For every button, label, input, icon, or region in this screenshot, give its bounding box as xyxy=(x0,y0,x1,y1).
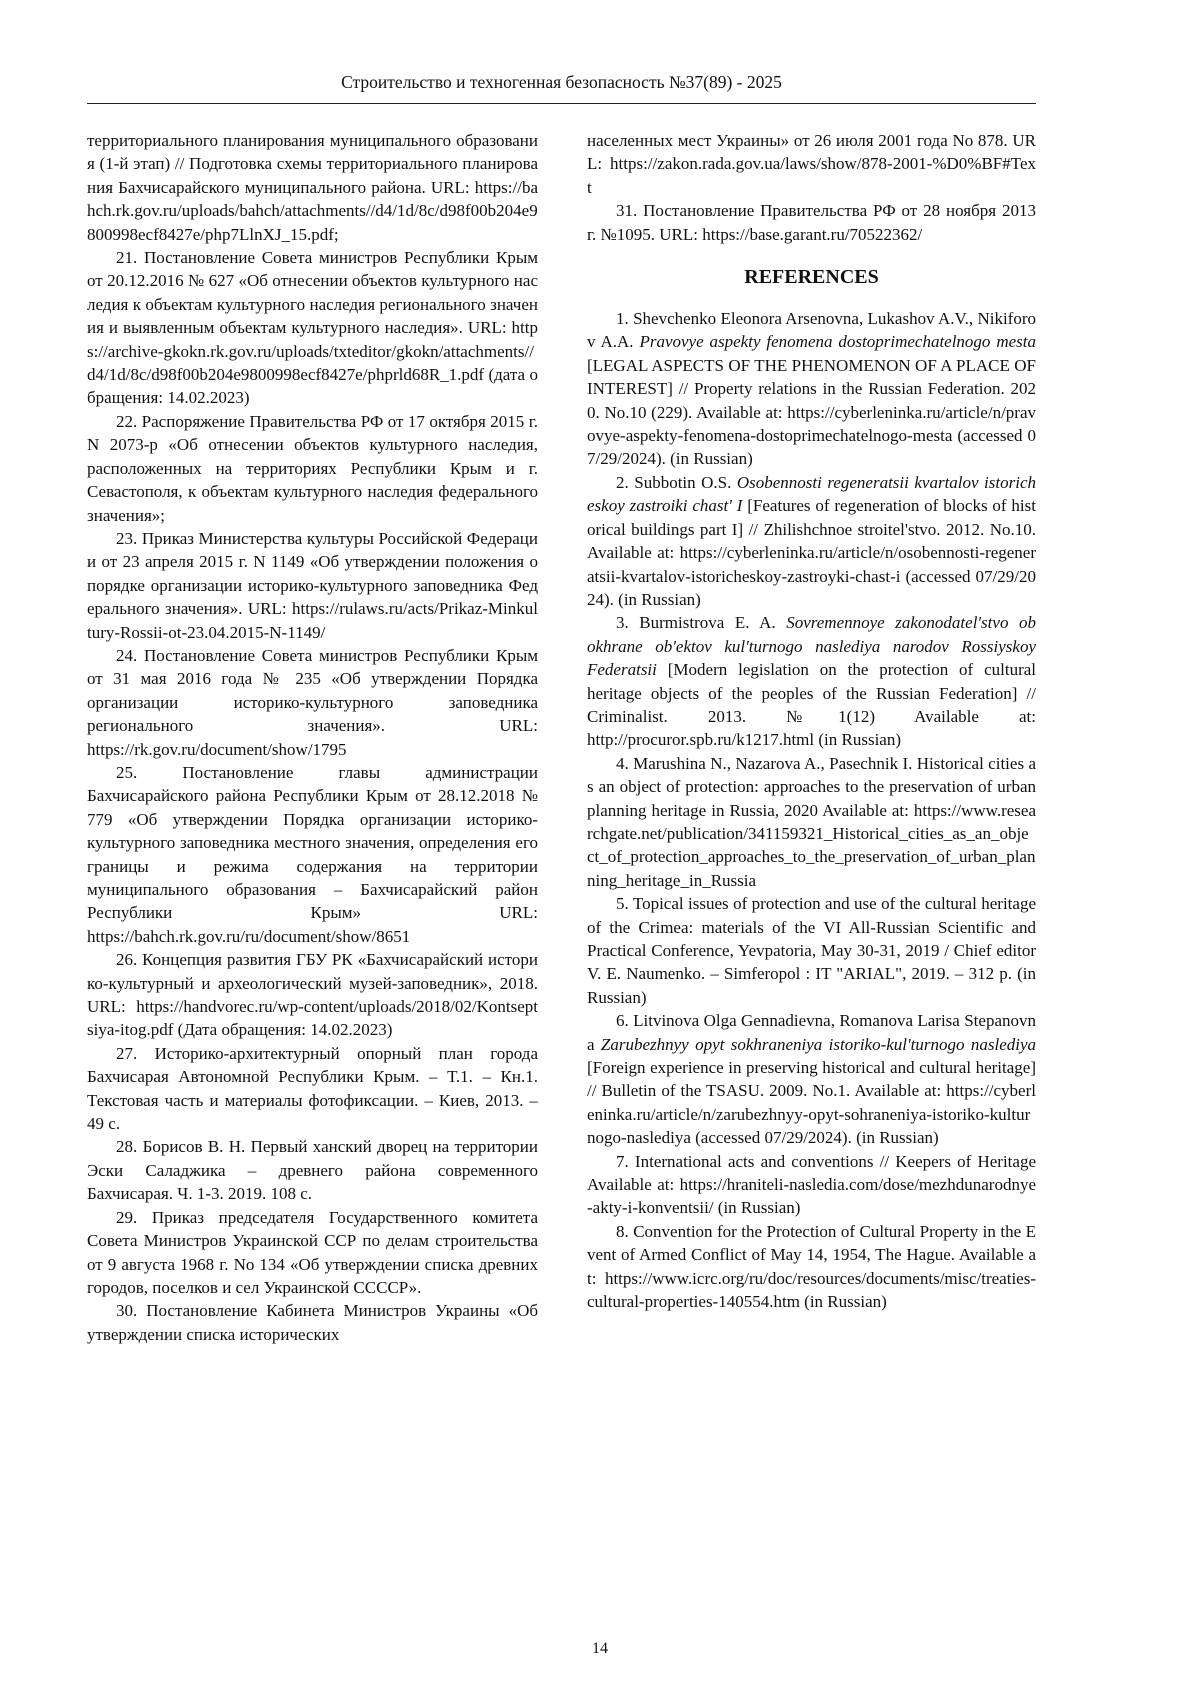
reference-item-29: 29. Приказ председателя Государственного комитета Совета Министров Украинской ССР по делам строительства от 9 августа 1968 г. No 134 «Об утверждении списка древних городов, поселков и сел Украинской ССССР». xyxy=(87,1207,538,1297)
ref-text: 8. Convention for the Protection of Cultural Property in the Event of Armed Conflict of May 14, 1954, The Hague. Available at: https://www.icrc.org/ru/doc/resources/documents/misc/treaties-cultural-properties-140554.htm (in Russian) xyxy=(587,1221,1036,1312)
ref-text: 7. International acts and conventions // Keepers of Heritage Available at: https://hraniteli-nasledia.com/dose/mezhdunarodnye-akty-i-konventsii/ (in Russian) xyxy=(587,1151,1036,1218)
reference-item-28: 28. Борисов В. Н. Первый ханский дворец на территории Эски Саладжика – древнего района современного Бахчисарая. Ч. 1-3. 2019. 108 с. xyxy=(87,1137,538,1204)
ref-text: 5. Topical issues of protection and use of the cultural heritage of the Crimea: materials of the VI All-Russian Scientific and Practical Conference, Yevpatoria, May 30-31, 2019 / Chief editor V. E. Naumenko. – Simferopol : IT "ARIAL", 2019. – 312 p. (in Russian) xyxy=(587,894,1036,1007)
page-number: 14 xyxy=(592,1640,608,1657)
reference-continuation: территориального планирования муниципального образования (1-й этап) // Подготовка схемы территориального планирования Бахчисарайского муниципального района. URL: https://bahch.rk.gov.ru/uploads/bahch/attachments//d4/1d/8c/d98f00b204e9800998ecf8427e/php7LlnXJ_15.pdf; xyxy=(87,131,538,244)
ref-text: 3. Burmistrova E. A. xyxy=(616,613,787,633)
left-column xyxy=(87,129,538,1346)
english-reference-4 xyxy=(587,752,1036,892)
reference-item-22: 22. Распоряжение Правительства РФ от 17 октября 2015 г. N 2073-р «Об отнесении объектов культурного наследия, расположенных на территориях Республики Крым и г. Севастополя, к объектам культурного наследия федерального значения»; xyxy=(87,411,538,525)
header-rule xyxy=(87,103,1036,104)
ref-text: [Features of regeneration of blocks of historical buildings part I] // Zhilishchnoe stroitel'stvo. 2012. No.10. Available at: https://cyberleninka.ru/article/n/osobennosti-regeneratsii-kvartalov-istoricheskoy-zastroyki-chast-i (accessed 07/29/2024). (in Russian) xyxy=(587,496,1036,609)
reference-item-26: 26. Концепция развития ГБУ РК «Бахчисарайский историко-культурный и археологический музей-заповедник», 2018. URL: https://handvorec.ru/wp-content/uploads/2018/02/Kontseptsiya-itog.pdf (Дата обращения: 14.02.2023) xyxy=(87,950,538,1040)
english-reference-8 xyxy=(587,1220,1036,1314)
reference-item-21: 21. Постановление Совета министров Республики Крым от 20.12.2016 № 627 «Об отнесении объектов культурного наследия к объектам культурного наследия регионального значения и выявленным объектам культурного наследия». URL: https://archive-gkokn.rk.gov.ru/uploads/txteditor/gkokn/attachments//d4/1d/8c/d98f00b204e9800998ecf8427e/phprld68R_1.pdf (дата обращения: 14.02.2023) xyxy=(87,248,538,408)
reference-continuation-30: населенных мест Украины» от 26 июля 2001 года No 878. URL: https://zakon.rada.gov.ua/laws/show/878-2001-%D0%BF#Text xyxy=(587,131,1036,197)
running-header: Строительство и техногенная безопасность №37(89) - 2025 xyxy=(341,72,782,92)
ref-title-italic: Zarubezhnyy opyt sokhraneniya istoriko-kul'turnogo naslediya xyxy=(600,1034,1037,1054)
english-reference-2 xyxy=(587,471,1036,611)
ref-title-italic: Osobennosti regeneratsii kvartalov istoricheskoy zastroiki chast' I xyxy=(587,472,1036,516)
ref-title-italic: Sovremennoye zakonodatel'stvo ob okhrane ob'ektov kul'turnogo naslediya narodov Rossiyskoy Federatsii xyxy=(587,613,1037,680)
reference-item-24: 24. Постановление Совета министров Республики Крым от 31 мая 2016 года № 235 «Об утверждении Порядка организации историко-культурного заповедника регионального значения». URL: https://rk.gov.ru/document/show/1795 xyxy=(87,645,538,759)
ref-text: [Modern legislation on the protection of cultural heritage objects of the peoples of the Russian Federation] // Criminalist. 2013. №1(12) Available at: http://procuror.spb.ru/k1217.html (in Russian) xyxy=(587,660,1036,750)
reference-item-30: 30. Постановление Кабинета Министров Украины «Об утверждении списка исторических xyxy=(87,1301,538,1344)
ref-text: 4. Marushina N., Nazarova A., Pasechnik I. Historical cities as an object of protection: approaches to the preservation of urbanplanning heritage in Russia, 2020 Available at: https://www.researchgate.net/publication/341159321_Historical_cities_as_an_object_of_protection_approaches_to_the_preservation_of_urban_planning_heritage_in_Russia xyxy=(587,753,1036,890)
ref-text: 1. Shevchenko Eleonora Arsenovna, Lukashov A.V., Nikiforov A.A. xyxy=(587,309,1036,352)
ref-text: [Foreign experience in preserving historical and cultural heritage] // Bulletin of the TSASU. 2009. No.1. Available at: https://cyberleninka.ru/article/n/zarubezhnyy-opyt-sohraneniya-istoriko-kulturnogo-naslediya (accessed 07/29/2024). (in Russian) xyxy=(587,1058,1036,1148)
ref-text: 2. Subbotin O.S. xyxy=(616,472,737,492)
english-reference-6 xyxy=(587,1009,1036,1149)
reference-item-27: 27. Историко-архитектурный опорный план города Бахчисарая Автономной Республики Крым. – Т.1. – Кн.1. Текстовая часть и материалы фотофиксации. – Киев, 2013. – 49 с. xyxy=(87,1043,538,1134)
english-reference-7 xyxy=(587,1150,1036,1220)
ref-title-italic: Pravovye aspekty fenomena dostoprimechatelnogo mesta xyxy=(639,332,1036,352)
reference-item-23: 23. Приказ Министерства культуры Российской Федерации от 23 апреля 2015 г. N 1149 «Об утверждении положения о порядке организации историко-культурного заповедника Федерального значения». URL: https://rulaws.ru/acts/Prikaz-Minkultury-Rossii-ot-23.04.2015-N-1149/ xyxy=(87,528,538,642)
english-reference-5 xyxy=(587,892,1036,1009)
english-reference-1 xyxy=(587,307,1036,471)
right-column xyxy=(587,129,1036,1314)
reference-item-31: 31. Постановление Правительства РФ от 28 ноября 2013 г. №1095. URL: https://base.garant.ru/70522362/ xyxy=(587,201,1036,244)
references-heading: REFERENCES xyxy=(744,266,879,289)
ref-text: 6. Litvinova Olga Gennadievna, Romanova Larisa Stepanovna xyxy=(587,1011,1036,1054)
reference-item-25: 25. Постановление главы администрации Бахчисарайского района Республики Крым от 28.12.2018 № 779 «Об утверждении Порядка организации историко-культурного заповедника местного значения, определения его границы и режима содержания на территории муниципального образования – Бахчисарайский район Республики Крым» URL: https://bahch.rk.gov.ru/ru/document/show/8651 xyxy=(87,762,538,946)
ref-text: [LEGAL ASPECTS OF THE PHENOMENON OF A PLACE OF INTEREST] // Property relations in the Russian Federation. 2020. No.10 (229). Available at: https://cyberleninka.ru/article/n/pravovye-aspekty-fenomena-dostoprimechatelnogo-mesta (accessed 07/29/2024). (in Russian) xyxy=(587,355,1036,469)
english-reference-3 xyxy=(587,611,1036,751)
